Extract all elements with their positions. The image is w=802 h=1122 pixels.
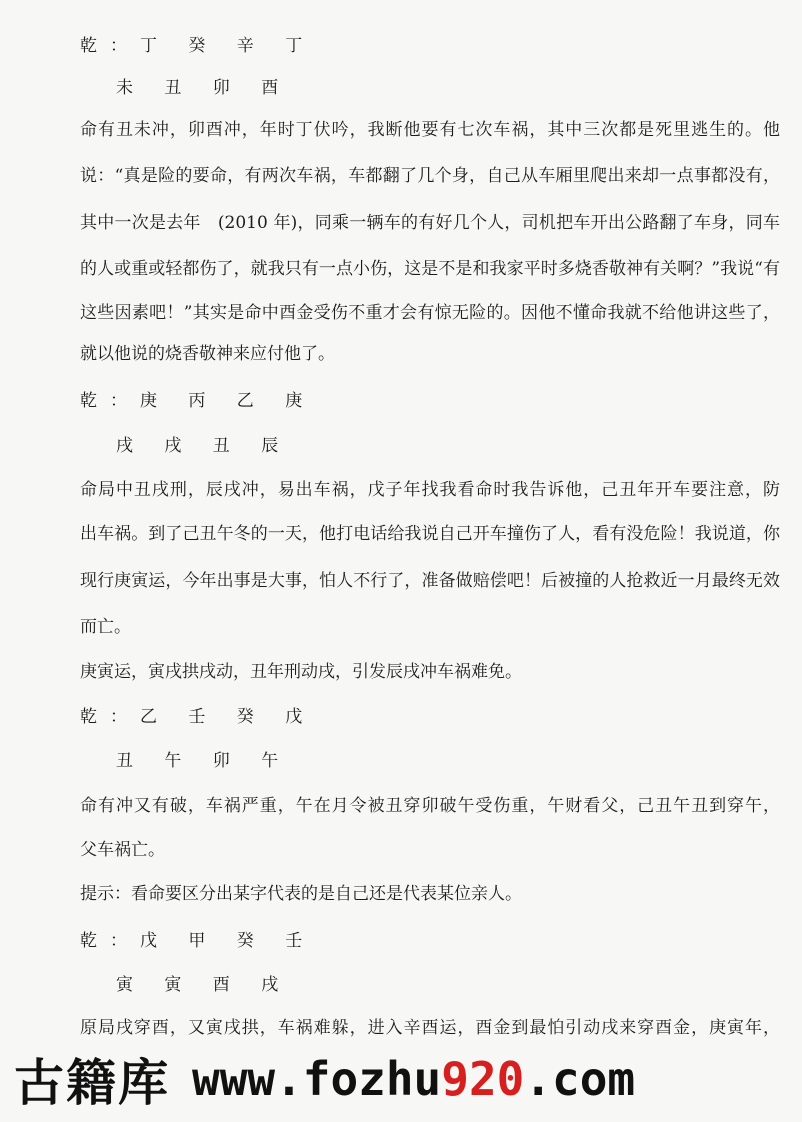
chart-2-stems: 乾：庚 丙 乙 庚	[80, 391, 316, 411]
paragraph-line: 庚寅运，寅戌拱戌动，丑年刑动戌，引发辰戌冲车祸难免。	[80, 662, 522, 682]
chart-4-stems: 乾：戊 甲 癸 壬	[80, 931, 316, 951]
paragraph-line: 现行庚寅运，今年出事是大事，怕人不行了，准备做赔偿吧！后被撞的人抢救近一月最终无效	[80, 571, 780, 591]
watermark-brand: 古籍库	[14, 1054, 170, 1112]
watermark-url-accent: 920	[441, 1052, 525, 1106]
paragraph-line: 的人或重或轻都伤了，就我只有一点小伤，这是不是和我家平时多烧香敬神有关啊？”我说“有	[80, 259, 780, 279]
paragraph-line: 这些因素吧！”其实是命中酉金受伤不重才会有惊无险的。因他不懂命我就不给他讲这些了，	[80, 303, 780, 323]
chart-4-branches: 寅 寅 酉 戌	[116, 975, 292, 995]
chart-1-stems: 乾：丁 癸 辛 丁	[80, 36, 316, 56]
paragraph-line: 命有丑未冲，卯酉冲，年时丁伏吟，我断他要有七次车祸，其中三次都是死里逃生的。他	[80, 120, 780, 140]
chart-1-branches: 未 丑 卯 酉	[116, 78, 292, 98]
watermark-url-prefix: www.fozhu	[192, 1052, 442, 1106]
paragraph-line: 命有冲又有破，车祸严重，午在月令被丑穿卯破午受伤重，午财看父，己丑午丑到穿午，	[80, 796, 780, 816]
tip-line: 提示：看命要区分出某字代表的是自己还是代表某位亲人。	[80, 884, 522, 904]
paragraph-line: 原局戌穿酉，又寅戌拱，车祸难躲，进入辛酉运，酉金到最怕引动戌来穿酉金，庚寅年，	[80, 1018, 780, 1038]
paragraph-line: 说：“真是险的要命，有两次车祸，车都翻了几个身，自己从车厢里爬出来却一点事都没有，	[80, 166, 780, 186]
paragraph-line: 父车祸亡。	[80, 840, 165, 860]
paragraph-line: 其中一次是去年 (2010 年)，同乘一辆车的有好几个人，司机把车开出公路翻了车身，同车	[80, 213, 780, 233]
paragraph-line: 而亡。	[80, 617, 131, 637]
chart-3-stems: 乾：乙 壬 癸 戊	[80, 707, 316, 727]
paragraph-line: 就以他说的烧香敬神来应付他了。	[80, 344, 335, 364]
watermark-url-suffix: .com	[524, 1052, 636, 1106]
chart-3-branches: 丑 午 卯 午	[116, 751, 292, 771]
site-watermark	[14, 1044, 794, 1114]
chart-2-branches: 戌 戌 丑 辰	[116, 436, 292, 456]
paragraph-line: 命局中丑戌刑，辰戌冲，易出车祸，戊子年找我看命时我告诉他，己丑年开车要注意，防	[80, 480, 780, 500]
paragraph-line: 出车祸。到了己丑午冬的一天，他打电话给我说自己开车撞伤了人，看有没危险！我说道，你	[80, 524, 780, 544]
